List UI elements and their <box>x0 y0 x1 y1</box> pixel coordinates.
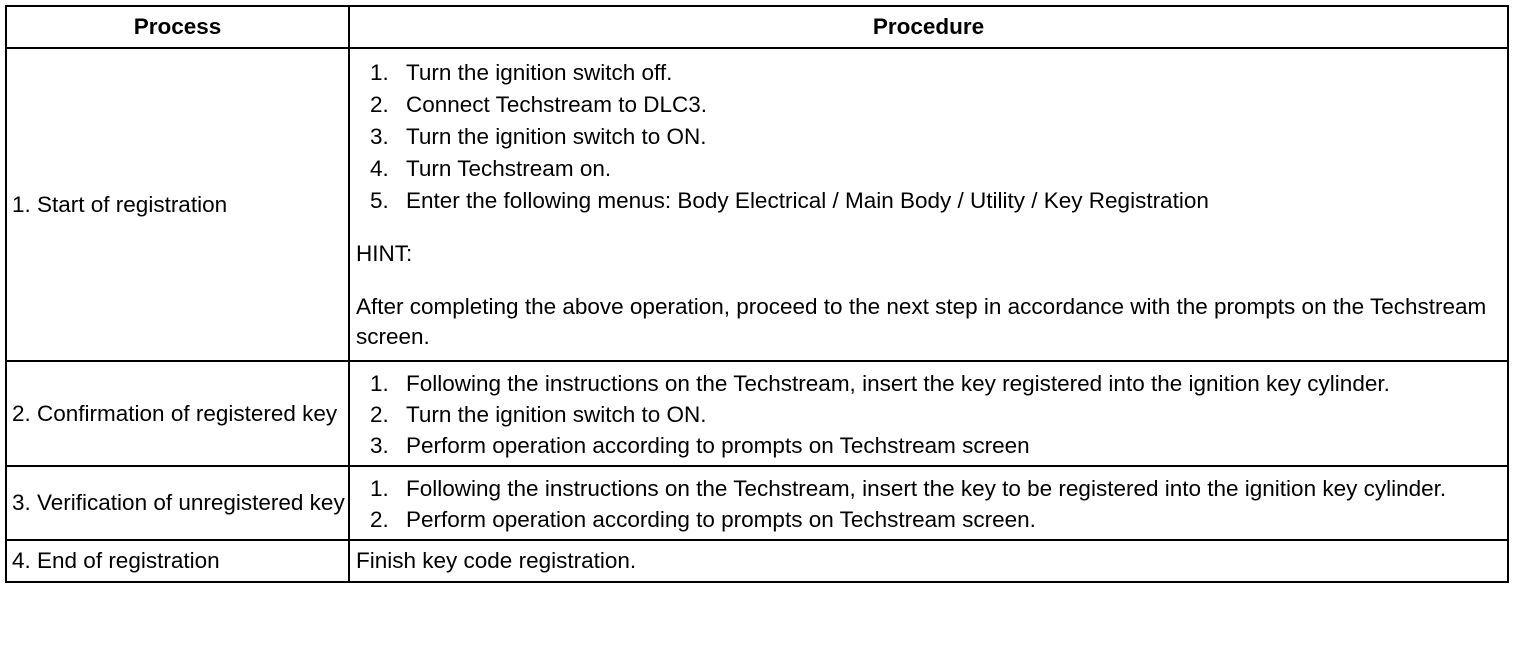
step-text: Turn the ignition switch off. <box>406 60 673 85</box>
table-row <box>6 48 1508 361</box>
procedure-document <box>5 5 1507 583</box>
key-registration-table <box>5 5 1509 583</box>
step-text: Perform operation according to prompts on Techstream screen. <box>406 507 1036 532</box>
procedure-cell <box>349 48 1508 361</box>
table-row <box>6 540 1508 582</box>
hint-label: HINT: <box>356 241 413 266</box>
step-number: 2. <box>370 507 389 532</box>
step-text: Turn the ignition switch to ON. <box>406 402 707 427</box>
step-number: 3. <box>370 433 389 458</box>
step-text: Perform operation according to prompts on Techstream screen <box>406 433 1030 458</box>
step-list <box>356 473 1501 535</box>
step-text: Following the instructions on the Techstream, insert the key to be registered into the ignition key cylinder. <box>406 476 1447 501</box>
step-item <box>356 473 1501 504</box>
step-number: 1. <box>370 371 389 396</box>
header-row <box>6 6 1508 48</box>
step-text: Connect Techstream to DLC3. <box>406 92 707 117</box>
process-cell: 1. Start of registration <box>6 48 349 361</box>
step-item <box>356 399 1501 430</box>
step-item <box>356 185 1501 217</box>
process-cell: 2. Confirmation of registered key <box>6 361 349 466</box>
step-item <box>356 153 1501 185</box>
step-text: Following the instructions on the Techstream, insert the key registered into the ignition key cylinder. <box>406 371 1390 396</box>
procedure-cell <box>349 361 1508 466</box>
step-number: 5. <box>370 188 389 213</box>
step-text: Turn the ignition switch to ON. <box>406 124 707 149</box>
step-number: 1. <box>370 476 389 501</box>
process-cell: 3. Verification of unregistered key <box>6 466 349 540</box>
table-row <box>6 466 1508 540</box>
step-item <box>356 430 1501 461</box>
step-number: 2. <box>370 92 389 117</box>
step-number: 2. <box>370 402 389 427</box>
step-item <box>356 368 1501 399</box>
process-cell: 4. End of registration <box>6 540 349 582</box>
step-item <box>356 89 1501 121</box>
hint-text: After completing the above operation, proceed to the next step in accordance with the prompts on the Techstream screen. <box>356 294 1487 349</box>
step-item <box>356 57 1501 89</box>
step-list <box>356 368 1501 461</box>
step-item <box>356 504 1501 535</box>
step-text: Enter the following menus: Body Electrical / Main Body / Utility / Key Registration <box>406 188 1209 213</box>
step-text: Turn Techstream on. <box>406 156 612 181</box>
step-list <box>356 57 1501 217</box>
procedure-cell: Finish key code registration. <box>349 540 1508 582</box>
procedure-column-header: Procedure <box>349 6 1508 48</box>
step-number: 4. <box>370 156 389 181</box>
step-number: 1. <box>370 60 389 85</box>
procedure-cell <box>349 466 1508 540</box>
step-number: 3. <box>370 124 389 149</box>
step-item <box>356 121 1501 153</box>
process-column-header: Process <box>6 6 349 48</box>
table-row <box>6 361 1508 466</box>
